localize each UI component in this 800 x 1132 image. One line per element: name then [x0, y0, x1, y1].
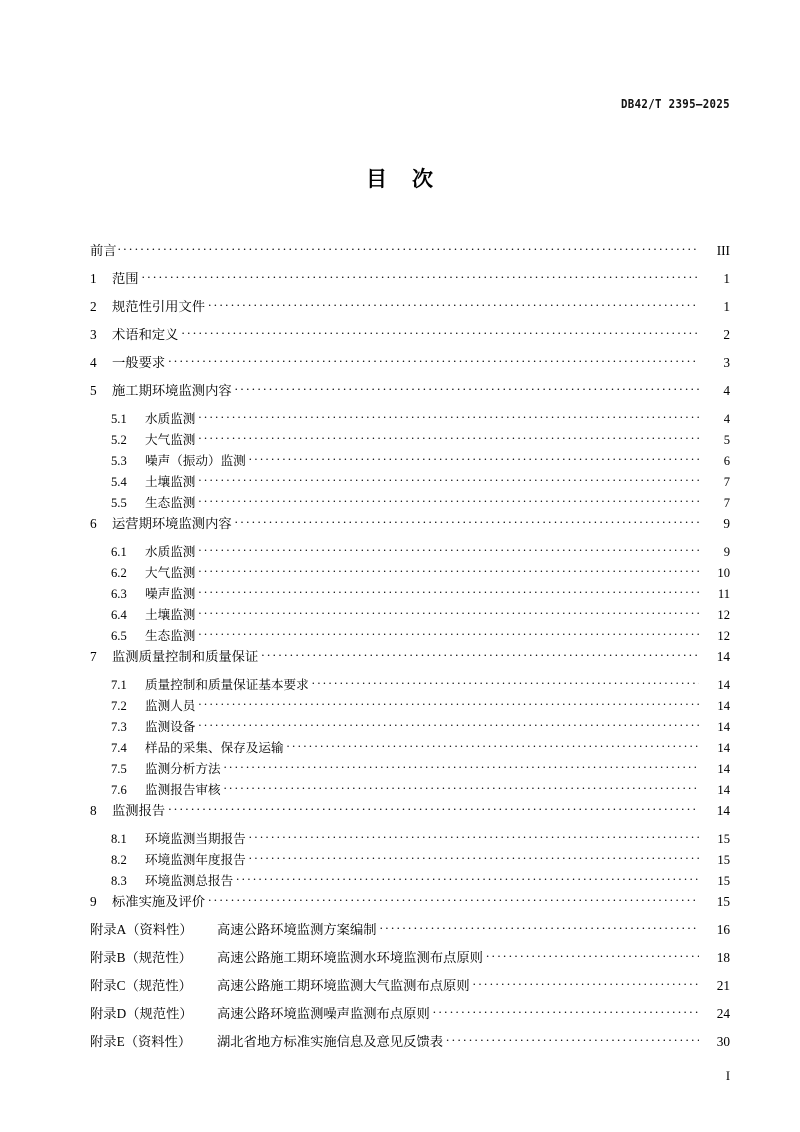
toc-entry-number: 5: [90, 383, 97, 398]
toc-dot-leader: [433, 1005, 699, 1018]
toc-entry-number: 2: [90, 299, 97, 314]
toc-entry-label: 生态监测: [145, 496, 196, 510]
toc-entry-number: 5.4: [111, 475, 127, 489]
toc-entry-label: 监测人员: [145, 699, 196, 713]
toc-entry-label: 质量控制和质量保证基本要求: [145, 678, 309, 692]
toc-dot-leader: [236, 872, 699, 885]
toc-entry-number: 3: [90, 327, 97, 342]
toc-entry[interactable]: [90, 352, 730, 380]
toc-dot-leader: [249, 851, 699, 864]
toc-entry[interactable]: [90, 583, 730, 604]
toc-entry-number: 5.1: [111, 412, 127, 426]
toc-entry-number: 6.2: [111, 566, 127, 580]
toc-entry-page-number: 4: [723, 383, 730, 398]
table-of-contents: [90, 240, 730, 1059]
toc-entry-page-number: 7: [723, 496, 730, 510]
toc-dot-leader: [312, 676, 699, 689]
toc-entry[interactable]: [90, 695, 730, 716]
toc-entry-page-number: 2: [723, 327, 730, 342]
toc-entry-number: 7.3: [111, 720, 127, 734]
toc-entry[interactable]: [90, 324, 730, 352]
toc-entry-number: 1: [90, 271, 97, 286]
toc-entry[interactable]: [90, 891, 730, 919]
toc-entry-label: 环境监测总报告: [145, 874, 234, 888]
toc-entry-label: 环境监测当期报告: [145, 832, 246, 846]
toc-entry-number: 8.3: [111, 874, 127, 888]
toc-entry[interactable]: [90, 1003, 730, 1031]
toc-entry[interactable]: [90, 625, 730, 646]
toc-entry-label: 大气监测: [145, 433, 196, 447]
toc-dot-leader: [287, 739, 699, 752]
toc-entry-page-number: 30: [716, 1034, 730, 1049]
toc-entry[interactable]: [90, 408, 730, 429]
toc-entry-page-number: 12: [717, 629, 730, 643]
toc-entry[interactable]: [90, 674, 730, 695]
toc-entry-number: 附录D（规范性）: [90, 1006, 193, 1021]
toc-entry-label: 噪声监测: [145, 587, 196, 601]
toc-entry-label: 土壤监测: [145, 475, 196, 489]
toc-entry-label: 施工期环境监测内容: [112, 383, 232, 398]
toc-entry-label: 运营期环境监测内容: [112, 516, 232, 531]
toc-entry[interactable]: [90, 947, 730, 975]
toc-entry-label: 监测报告审核: [145, 783, 221, 797]
toc-dot-leader: [198, 431, 699, 444]
toc-dot-leader: [142, 270, 699, 283]
toc-entry-label: 范围: [112, 271, 139, 286]
toc-entry-number: 6: [90, 516, 97, 531]
toc-entry-page-number: 3: [723, 355, 730, 370]
toc-entry-page-number: 9: [723, 545, 730, 559]
toc-entry-page-number: 18: [716, 950, 730, 965]
toc-dot-leader: [198, 585, 699, 598]
toc-entry-page-number: 16: [716, 922, 730, 937]
toc-entry-label: 大气监测: [145, 566, 196, 580]
toc-dot-leader: [181, 326, 699, 339]
toc-entry-number: 6.1: [111, 545, 127, 559]
toc-entry-label: 土壤监测: [145, 608, 196, 622]
document-header-standard-number: DB42/T 2395—2025: [620, 96, 730, 111]
page-title-char-1: 目: [366, 167, 388, 191]
toc-entry-label: 水质监测: [145, 412, 196, 426]
toc-entry-label: 术语和定义: [112, 327, 179, 342]
toc-dot-leader: [224, 781, 699, 794]
toc-entry[interactable]: [90, 471, 730, 492]
toc-entry[interactable]: [90, 975, 730, 1003]
toc-entry-label: 监测报告: [112, 803, 166, 818]
toc-entry-label: 前言: [90, 243, 117, 258]
toc-entry[interactable]: [90, 240, 730, 268]
toc-dot-leader: [249, 452, 699, 465]
toc-entry-number: 7.4: [111, 741, 127, 755]
toc-dot-leader: [198, 564, 699, 577]
toc-dot-leader: [198, 473, 699, 486]
toc-entry-page-number: 5: [723, 433, 730, 447]
toc-entry-number: 7: [90, 649, 97, 664]
toc-entry-page-number: 1: [723, 299, 730, 314]
toc-dot-leader: [198, 543, 699, 556]
toc-dot-leader: [198, 697, 699, 710]
toc-entry-number: 5.2: [111, 433, 127, 447]
toc-entry-label: 样品的采集、保存及运输: [145, 741, 284, 755]
toc-entry-page-number: 14: [717, 720, 730, 734]
toc-entry-label: 监测分析方法: [145, 762, 221, 776]
toc-dot-leader: [198, 410, 699, 423]
toc-entry-page-number: 14: [717, 678, 730, 692]
toc-entry-number: 7.6: [111, 783, 127, 797]
toc-entry-label: 湖北省地方标准实施信息及意见反馈表: [217, 1034, 444, 1049]
toc-dot-leader: [261, 648, 699, 661]
toc-entry[interactable]: [90, 849, 730, 870]
toc-entry[interactable]: [90, 380, 730, 408]
toc-dot-leader: [208, 893, 699, 906]
toc-entry-page-number: III: [716, 243, 730, 258]
toc-entry[interactable]: [90, 1031, 730, 1059]
toc-entry-page-number: 14: [717, 741, 730, 755]
toc-dot-leader: [118, 242, 699, 255]
toc-entry[interactable]: [90, 828, 730, 849]
toc-entry-label: 标准实施及评价: [112, 894, 206, 909]
toc-dot-leader: [486, 949, 699, 962]
toc-entry-label: 高速公路环境监测噪声监测布点原则: [217, 1006, 430, 1021]
toc-entry-number: 6.4: [111, 608, 127, 622]
toc-entry[interactable]: [90, 492, 730, 513]
toc-entry-page-number: 14: [717, 699, 730, 713]
toc-entry[interactable]: [90, 562, 730, 583]
toc-entry-number: 附录B（规范性）: [90, 950, 192, 965]
toc-entry[interactable]: [90, 268, 730, 296]
toc-entry-number: 附录E（资料性）: [90, 1034, 192, 1049]
toc-entry-page-number: 6: [723, 454, 730, 468]
toc-entry[interactable]: [90, 541, 730, 562]
toc-dot-leader: [380, 921, 699, 934]
toc-entry-number: 8.1: [111, 832, 127, 846]
toc-dot-leader: [473, 977, 699, 990]
toc-entry[interactable]: [90, 450, 730, 471]
toc-entry-number: 9: [90, 894, 97, 909]
toc-dot-leader: [446, 1033, 699, 1046]
toc-entry-page-number: 10: [717, 566, 730, 580]
toc-entry-page-number: 14: [717, 783, 730, 797]
toc-dot-leader: [198, 718, 699, 731]
toc-entry-page-number: 11: [717, 587, 730, 601]
toc-entry-page-number: 14: [717, 762, 730, 776]
toc-entry-label: 一般要求: [112, 355, 166, 370]
toc-entry-page-number: 1: [723, 271, 730, 286]
toc-dot-leader: [224, 760, 699, 773]
toc-entry-number: 8.2: [111, 853, 127, 867]
page-title: [0, 163, 800, 193]
toc-entry-label: 水质监测: [145, 545, 196, 559]
toc-entry[interactable]: [90, 716, 730, 737]
toc-entry-label: 高速公路环境监测方案编制: [217, 922, 377, 937]
toc-entry-label: 高速公路施工期环境监测水环境监测布点原则: [217, 950, 483, 965]
toc-entry-label: 生态监测: [145, 629, 196, 643]
toc-entry-page-number: 15: [717, 853, 730, 867]
toc-dot-leader: [235, 515, 699, 528]
toc-entry-page-number: 15: [716, 894, 730, 909]
toc-entry[interactable]: [90, 604, 730, 625]
toc-entry-number: 6.5: [111, 629, 127, 643]
toc-entry[interactable]: [90, 870, 730, 891]
toc-entry-page-number: 4: [723, 412, 730, 426]
toc-entry-number: 8: [90, 803, 97, 818]
toc-dot-leader: [168, 802, 699, 815]
toc-dot-leader: [198, 606, 699, 619]
toc-dot-leader: [249, 830, 699, 843]
toc-entry-number: 4: [90, 355, 97, 370]
footer-page-number: I: [725, 1069, 730, 1083]
toc-entry[interactable]: [90, 429, 730, 450]
toc-entry-label: 规范性引用文件: [112, 299, 206, 314]
toc-entry-label: 监测质量控制和质量保证: [112, 649, 259, 664]
toc-entry[interactable]: [90, 296, 730, 324]
toc-entry-page-number: 21: [716, 978, 730, 993]
toc-entry[interactable]: [90, 919, 730, 947]
toc-entry[interactable]: [90, 513, 730, 541]
toc-dot-leader: [198, 627, 699, 640]
toc-entry-label: 监测设备: [145, 720, 196, 734]
toc-entry-number: 6.3: [111, 587, 127, 601]
toc-entry[interactable]: [90, 800, 730, 828]
toc-entry[interactable]: [90, 646, 730, 674]
toc-entry[interactable]: [90, 779, 730, 800]
toc-entry-label: 噪声（振动）监测: [145, 454, 246, 468]
toc-entry-label: 环境监测年度报告: [145, 853, 246, 867]
toc-entry-number: 附录C（规范性）: [90, 978, 192, 993]
page-title-char-2: 次: [412, 167, 434, 191]
toc-entry-page-number: 15: [717, 832, 730, 846]
toc-entry-page-number: 15: [717, 874, 730, 888]
toc-entry-page-number: 14: [716, 803, 730, 818]
toc-entry-page-number: 14: [716, 649, 730, 664]
toc-dot-leader: [235, 382, 699, 395]
toc-entry-number: 5.3: [111, 454, 127, 468]
toc-entry-number: 7.1: [111, 678, 127, 692]
toc-entry-page-number: 7: [723, 475, 730, 489]
toc-entry-page-number: 24: [716, 1006, 730, 1021]
toc-entry[interactable]: [90, 758, 730, 779]
toc-dot-leader: [208, 298, 699, 311]
toc-entry-number: 附录A（资料性）: [90, 922, 193, 937]
toc-entry-number: 7.2: [111, 699, 127, 713]
toc-entry-number: 7.5: [111, 762, 127, 776]
toc-entry-number: 5.5: [111, 496, 127, 510]
toc-dot-leader: [168, 354, 699, 367]
toc-entry-page-number: 12: [717, 608, 730, 622]
toc-entry-label: 高速公路施工期环境监测大气监测布点原则: [217, 978, 470, 993]
toc-entry-page-number: 9: [723, 516, 730, 531]
toc-entry[interactable]: [90, 737, 730, 758]
toc-dot-leader: [198, 494, 699, 507]
